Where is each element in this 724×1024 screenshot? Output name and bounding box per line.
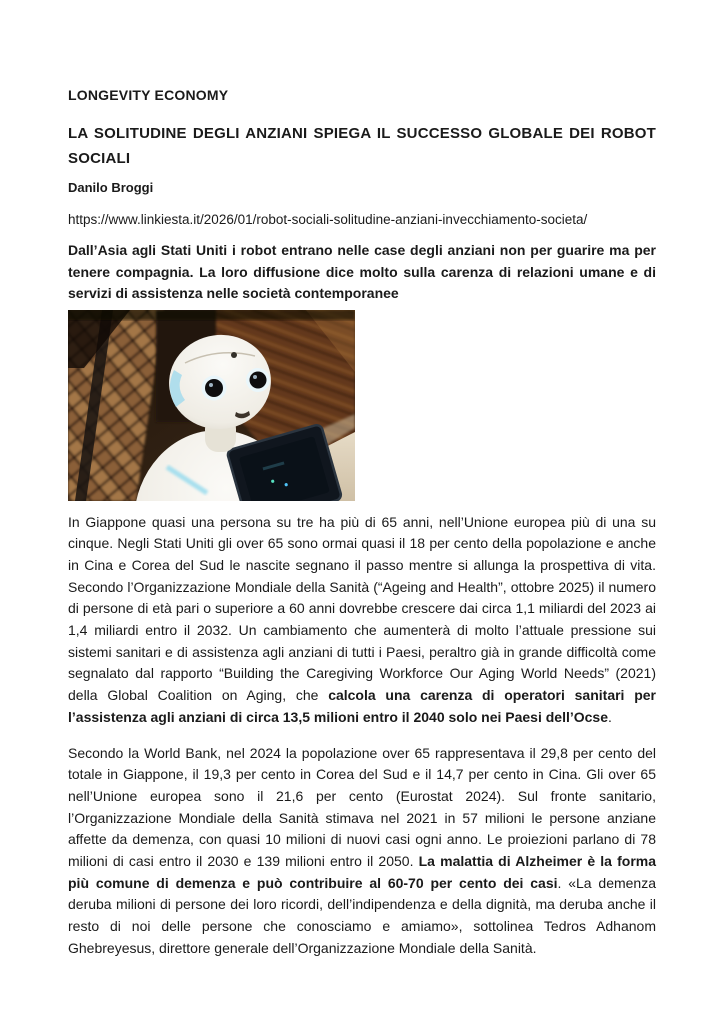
robot-photo-illustration [68, 310, 355, 501]
article-standfirst: Dall’Asia agli Stati Uniti i robot entrano nelle case degli anziani non per guarire ma per tenere compagnia. La loro diffusione dice molto sulla carenza di relazioni umane e di servizi di assistenza nelle società contemporanee [68, 242, 656, 301]
article-author: Danilo Broggi [68, 180, 154, 195]
article-kicker: LONGEVITY ECONOMY [68, 87, 229, 103]
article-photo [68, 310, 355, 501]
article-paragraph-2: Secondo la World Bank, nel 2024 la popolazione over 65 rappresentava il 29,8 per cento del totale in Giappone, il 19,3 per cento in Corea del Sud e il 14,7 per cento in Cina. Gli over 65 nell’Unione europea sono il 21,6 per cento (Eurostat 2024). Sul fronte sanitario, l’Organizzazione Mondiale della Sanità stimava nel 2021 in 57 milioni le persone anziane affette da demenza, con quasi 10 milioni di nuovi casi ogni anno. Le proiezioni parlano di 78 milioni di casi entro il 2030 e 139 milioni entro il 2050. La malattia di Alzheimer è la forma più comune di demenza e può contribuire al 60-70 per cento dei casi. «La demenza deruba milioni di persone dei loro ricordi, dell’indipendenza e della dignità, ma deruba anche il resto di noi delle persone che conosciamo e amiamo», sottolinea Tedros Adhanom Ghebreyesus, direttore generale dell’Organizzazione Mondiale della Sanità. [68, 744, 657, 956]
article-paragraph-1: In Giappone quasi una persona su tre ha più di 65 anni, nell’Unione europea più di una su cinque. Negli Stati Uniti gli over 65 sono ormai quasi il 18 per cento della popolazione e anche in Cina e Corea del Sud le nascite segnano il passo mentre si allunga la prospettiva di vita. Secondo l’Organizzazione Mondiale della Sanità (“Ageing and Health”, ottobre 2025) il numero di persone di età pari o superiore a 60 anni dovrebbe crescere dai circa 1,1 miliardi del 2023 ai 1,4 miliardi entro il 2032. Un cambiamento che aumenterà di molto l’attuale pressione sui sistemi sanitari e di assistenza agli anziani di tutti i Paesi, peraltro già in grande difficoltà come segnalato dal rapporto “Building the Caregiving Workforce Our Aging World Needs” (2021) della Global Coalition on Aging, che calcola una carenza di operatori sanitari per l’assistenza agli anziani di circa 13,5 milioni entro il 2040 solo nei Paesi dell’Ocse. [68, 513, 656, 725]
article-url-link[interactable]: https://www.linkiesta.it/2026/01/robot-sociali-solitudine-anziani-invecchiamento-societa/ [68, 212, 588, 227]
article-content [68, 0, 656, 960]
article-title: LA SOLITUDINE DEGLI ANZIANI SPIEGA IL SUCCESSO GLOBALE DEI ROBOT SOCIALI [68, 125, 656, 167]
